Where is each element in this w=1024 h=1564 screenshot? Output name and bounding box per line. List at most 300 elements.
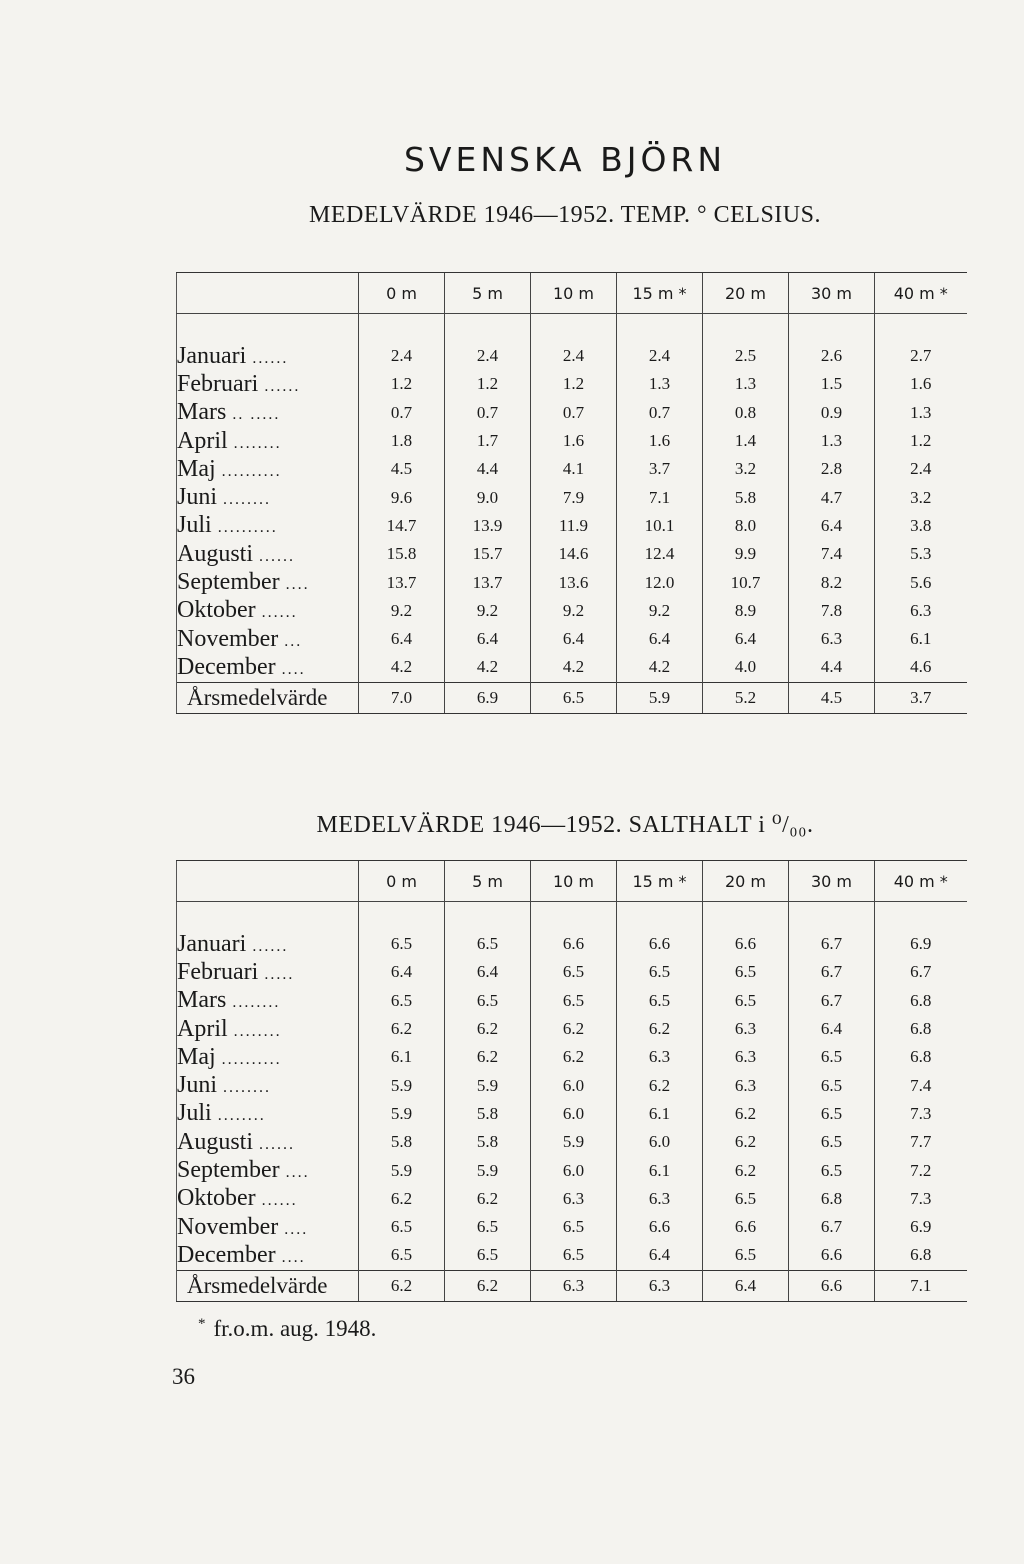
table-cell: 14.7 (359, 512, 445, 540)
table-cell: 6.2 (445, 1185, 531, 1213)
spacer-cell (875, 902, 967, 931)
column-header: 15 m * (617, 861, 703, 902)
month-name: Juli (177, 1100, 212, 1127)
row-label (177, 625, 359, 653)
month-name: Juli (177, 512, 212, 539)
table-cell: 7.3 (875, 1185, 967, 1213)
leader-dots: ........ (233, 1022, 282, 1040)
leader-dots: ...... (259, 547, 296, 565)
leader-dots: .... (285, 1164, 310, 1182)
table-cell: 13.7 (445, 568, 531, 596)
table-cell: 4.5 (359, 455, 445, 483)
month-name: Oktober (177, 1185, 256, 1212)
month-name: Juni (177, 1072, 218, 1099)
table-row (177, 597, 967, 625)
spacer-row (177, 314, 967, 343)
table-cell: 1.4 (703, 427, 789, 455)
table-cell: 6.4 (359, 625, 445, 653)
table-cell: 1.6 (875, 370, 967, 398)
table-cell: 2.4 (531, 342, 617, 370)
table-cell: 6.8 (875, 1015, 967, 1043)
spacer-cell (445, 314, 531, 343)
row-label (177, 540, 359, 568)
table-cell: 1.2 (531, 370, 617, 398)
table-row (177, 1156, 967, 1184)
column-header: 30 m (789, 861, 875, 902)
temperature-table-body (177, 314, 967, 714)
spacer-row (177, 902, 967, 931)
table-cell: 2.5 (703, 342, 789, 370)
table-cell: 5.8 (445, 1128, 531, 1156)
table-cell: 15.7 (445, 540, 531, 568)
table-cell: 6.5 (617, 958, 703, 986)
column-header: 20 m (703, 861, 789, 902)
row-label (177, 1071, 359, 1099)
annual-mean-row (177, 1270, 967, 1301)
table-cell: 6.2 (531, 1043, 617, 1071)
month-name: Januari (177, 342, 247, 369)
row-label (177, 399, 359, 427)
table-cell: 3.2 (703, 455, 789, 483)
row-label (177, 958, 359, 986)
table-cell: 13.6 (531, 568, 617, 596)
table-cell: 0.7 (359, 399, 445, 427)
temperature-table (176, 272, 967, 714)
row-label (177, 597, 359, 625)
table-cell: 6.2 (531, 1015, 617, 1043)
table-row (177, 483, 967, 511)
table-cell: 6.5 (445, 1213, 531, 1241)
table-cell: 5.9 (445, 1156, 531, 1184)
table-cell: 6.2 (703, 1128, 789, 1156)
table-cell: 1.2 (875, 427, 967, 455)
table-row (177, 1043, 967, 1071)
table-cell: 6.7 (875, 958, 967, 986)
table-cell: 9.2 (359, 597, 445, 625)
table-cell: 6.5 (703, 958, 789, 986)
table-cell: 4.1 (531, 455, 617, 483)
table-cell: 7.4 (875, 1071, 967, 1099)
table-cell: 9.2 (617, 597, 703, 625)
month-name: Maj (177, 1043, 216, 1070)
table-cell: 6.6 (789, 1241, 875, 1270)
column-header: 20 m (703, 273, 789, 314)
row-label (177, 1043, 359, 1071)
row-label (177, 483, 359, 511)
table-row (177, 1185, 967, 1213)
spacer-cell (445, 902, 531, 931)
leader-dots: .... (281, 1248, 306, 1266)
month-name: September (177, 569, 280, 596)
row-label (177, 342, 359, 370)
column-header: 10 m (531, 273, 617, 314)
spacer-cell (703, 314, 789, 343)
table-cell: 5.9 (531, 1128, 617, 1156)
leader-dots: .......... (217, 519, 278, 537)
table-cell: 6.3 (617, 1043, 703, 1071)
table-cell: 1.5 (789, 370, 875, 398)
leader-dots: .... (285, 576, 310, 594)
annual-mean-cell: 3.7 (875, 682, 967, 713)
column-header: 10 m (531, 861, 617, 902)
table-cell: 6.4 (359, 958, 445, 986)
annual-mean-cell: 6.2 (359, 1270, 445, 1301)
table-cell: 5.9 (359, 1156, 445, 1184)
table-cell: 6.8 (789, 1185, 875, 1213)
table-cell: 6.5 (531, 1213, 617, 1241)
table-cell: 3.2 (875, 483, 967, 511)
table-cell: 0.7 (617, 399, 703, 427)
annual-mean-cell: 6.6 (789, 1270, 875, 1301)
table-cell: 4.7 (789, 483, 875, 511)
table-cell: 1.2 (445, 370, 531, 398)
table-cell: 5.3 (875, 540, 967, 568)
table-cell: 6.3 (617, 1185, 703, 1213)
month-name: November (177, 625, 279, 652)
table-cell: 6.1 (617, 1100, 703, 1128)
table-cell: 6.5 (445, 930, 531, 958)
table-cell: 6.4 (789, 512, 875, 540)
table-row (177, 427, 967, 455)
row-label (177, 1185, 359, 1213)
table-cell: 6.4 (445, 958, 531, 986)
table-cell: 5.9 (445, 1071, 531, 1099)
leader-dots: ...... (264, 377, 301, 395)
table-cell: 6.5 (359, 1241, 445, 1270)
header-row (177, 861, 967, 902)
table-row (177, 1100, 967, 1128)
table-cell: 13.9 (445, 512, 531, 540)
table-cell: 6.1 (359, 1043, 445, 1071)
table-cell: 6.3 (703, 1015, 789, 1043)
table-cell: 1.7 (445, 427, 531, 455)
leader-dots: .......... (221, 462, 282, 480)
table-cell: 6.5 (617, 987, 703, 1015)
salinity-table-header (177, 861, 967, 902)
table-cell: 9.2 (531, 597, 617, 625)
table-cell: 6.5 (789, 1156, 875, 1184)
corner-cell (177, 273, 359, 314)
table-cell: 6.5 (445, 987, 531, 1015)
table-cell: 7.8 (789, 597, 875, 625)
annual-mean-label: Årsmedelvärde (177, 682, 359, 713)
table-cell: 3.7 (617, 455, 703, 483)
spacer-cell (789, 902, 875, 931)
table-cell: 6.5 (789, 1043, 875, 1071)
table-cell: 6.3 (875, 597, 967, 625)
table-cell: 6.5 (359, 930, 445, 958)
table-row (177, 568, 967, 596)
table-cell: 8.2 (789, 568, 875, 596)
salinity-subtitle: MEDELVÄRDE 1946—1952. SALTHALT i ⁰/₀₀. (316, 812, 814, 838)
table-cell: 6.5 (445, 1241, 531, 1270)
month-name: Mars (177, 399, 227, 426)
table-row (177, 1241, 967, 1270)
table-row (177, 625, 967, 653)
table-row (177, 399, 967, 427)
row-label (177, 568, 359, 596)
table-cell: 6.2 (703, 1156, 789, 1184)
leader-dots: ........ (233, 434, 282, 452)
column-header: 30 m (789, 273, 875, 314)
table-cell: 6.2 (359, 1185, 445, 1213)
table-cell: 6.8 (875, 1241, 967, 1270)
table-cell: 1.2 (359, 370, 445, 398)
table-cell: 1.8 (359, 427, 445, 455)
annual-mean-cell: 6.9 (445, 682, 531, 713)
table-row (177, 540, 967, 568)
temperature-subtitle: MEDELVÄRDE 1946—1952. TEMP. ° CELSIUS. (309, 202, 821, 228)
annual-mean-cell: 5.9 (617, 682, 703, 713)
table-cell: 4.2 (617, 653, 703, 682)
spacer-cell (875, 314, 967, 343)
table-cell: 7.7 (875, 1128, 967, 1156)
table-cell: 6.6 (531, 930, 617, 958)
month-name: Maj (177, 455, 216, 482)
table-cell: 2.4 (875, 455, 967, 483)
table-cell: 6.1 (617, 1156, 703, 1184)
leader-dots: .......... (221, 1050, 282, 1068)
row-label (177, 1100, 359, 1128)
table-cell: 6.3 (789, 625, 875, 653)
annual-mean-cell: 7.0 (359, 682, 445, 713)
table-cell: 6.5 (531, 958, 617, 986)
table-cell: 6.6 (703, 930, 789, 958)
table-cell: 6.5 (703, 987, 789, 1015)
table-cell: 6.1 (875, 625, 967, 653)
row-label (177, 427, 359, 455)
table-cell: 6.2 (445, 1043, 531, 1071)
table-cell: 5.8 (445, 1100, 531, 1128)
table-cell: 6.2 (359, 1015, 445, 1043)
table-cell: 14.6 (531, 540, 617, 568)
table-row (177, 1071, 967, 1099)
salinity-table (176, 860, 967, 1302)
table-cell: 6.6 (617, 930, 703, 958)
table-cell: 13.7 (359, 568, 445, 596)
table-cell: 2.8 (789, 455, 875, 483)
table-cell: 3.8 (875, 512, 967, 540)
table-cell: 1.3 (875, 399, 967, 427)
table-cell: 6.4 (703, 625, 789, 653)
table-row (177, 370, 967, 398)
table-cell: 1.6 (531, 427, 617, 455)
annual-mean-cell: 6.4 (703, 1270, 789, 1301)
spacer-cell (617, 902, 703, 931)
table-cell: 12.0 (617, 568, 703, 596)
column-header: 5 m (445, 861, 531, 902)
table-cell: 8.0 (703, 512, 789, 540)
leader-dots: ........ (223, 1079, 272, 1097)
column-header: 0 m (359, 273, 445, 314)
table-row (177, 653, 967, 682)
table-cell: 10.1 (617, 512, 703, 540)
spacer-cell (177, 902, 359, 931)
page-number: 36 (172, 1364, 195, 1389)
footnote-text: fr.o.m. aug. 1948. (213, 1316, 377, 1341)
annual-mean-cell: 4.5 (789, 682, 875, 713)
table-cell: 6.4 (617, 1241, 703, 1270)
spacer-cell (359, 902, 445, 931)
table-cell: 6.5 (789, 1128, 875, 1156)
table-cell: 6.8 (875, 1043, 967, 1071)
table-cell: 5.8 (359, 1128, 445, 1156)
table-cell: 6.7 (789, 987, 875, 1015)
table-cell: 5.8 (703, 483, 789, 511)
spacer-cell (617, 314, 703, 343)
row-label (177, 1241, 359, 1270)
table-cell: 6.5 (531, 1241, 617, 1270)
table-row (177, 1128, 967, 1156)
spacer-cell (703, 902, 789, 931)
table-cell: 1.3 (617, 370, 703, 398)
table-cell: 6.2 (617, 1015, 703, 1043)
month-name: Oktober (177, 597, 256, 624)
leader-dots: ...... (259, 1135, 296, 1153)
table-cell: 6.3 (531, 1185, 617, 1213)
table-cell: 6.0 (531, 1156, 617, 1184)
row-label (177, 987, 359, 1015)
table-cell: 6.3 (703, 1071, 789, 1099)
leader-dots: ...... (261, 1192, 298, 1210)
leader-dots: .... (281, 660, 306, 678)
row-label (177, 1156, 359, 1184)
table-cell: 2.4 (617, 342, 703, 370)
table-cell: 4.2 (445, 653, 531, 682)
table-cell: 7.2 (875, 1156, 967, 1184)
leader-dots: ..... (264, 965, 295, 983)
table-cell: 6.2 (617, 1071, 703, 1099)
table-row (177, 987, 967, 1015)
table-row (177, 1015, 967, 1043)
table-cell: 2.6 (789, 342, 875, 370)
table-cell: 6.2 (703, 1100, 789, 1128)
table-row (177, 455, 967, 483)
table-cell: 6.5 (703, 1185, 789, 1213)
column-header: 5 m (445, 273, 531, 314)
page-title: SVENSKA BJÖRN (403, 140, 727, 179)
table-cell: 6.7 (789, 1213, 875, 1241)
table-cell: 1.6 (617, 427, 703, 455)
table-cell: 0.8 (703, 399, 789, 427)
table-cell: 9.2 (445, 597, 531, 625)
column-header: 40 m * (875, 861, 967, 902)
spacer-cell (359, 314, 445, 343)
table-cell: 6.4 (445, 625, 531, 653)
month-name: September (177, 1157, 280, 1184)
annual-mean-cell: 7.1 (875, 1270, 967, 1301)
table-cell: 6.9 (875, 930, 967, 958)
month-name: December (177, 653, 276, 680)
leader-dots: ...... (261, 604, 298, 622)
table-cell: 6.5 (359, 1213, 445, 1241)
table-cell: 4.0 (703, 653, 789, 682)
footnote (198, 1316, 376, 1342)
table-cell: 5.6 (875, 568, 967, 596)
table-row (177, 1213, 967, 1241)
table-cell: 0.7 (445, 399, 531, 427)
leader-dots: ...... (252, 937, 289, 955)
column-header: 40 m * (875, 273, 967, 314)
table-cell: 7.3 (875, 1100, 967, 1128)
month-name: Mars (177, 987, 227, 1014)
table-cell: 9.6 (359, 483, 445, 511)
table-cell: 6.5 (789, 1071, 875, 1099)
leader-dots: ........ (217, 1107, 266, 1125)
table-cell: 6.4 (531, 625, 617, 653)
salinity-table-body (177, 902, 967, 1302)
month-name: Januari (177, 930, 247, 957)
annual-mean-row (177, 682, 967, 713)
row-label (177, 930, 359, 958)
table-row (177, 958, 967, 986)
corner-cell (177, 861, 359, 902)
month-name: April (177, 427, 228, 454)
table-cell: 0.9 (789, 399, 875, 427)
month-name: December (177, 1241, 276, 1268)
table-cell: 4.2 (531, 653, 617, 682)
annual-mean-cell: 6.3 (617, 1270, 703, 1301)
table-cell: 4.6 (875, 653, 967, 682)
month-name: Februari (177, 370, 259, 397)
table-cell: 6.7 (789, 930, 875, 958)
column-header: 15 m * (617, 273, 703, 314)
table-cell: 9.9 (703, 540, 789, 568)
leader-dots: ...... (252, 349, 289, 367)
month-name: Juni (177, 484, 218, 511)
spacer-cell (789, 314, 875, 343)
table-cell: 10.7 (703, 568, 789, 596)
table-cell: 5.9 (359, 1100, 445, 1128)
table-cell: 6.4 (789, 1015, 875, 1043)
table-cell: 9.0 (445, 483, 531, 511)
month-name: Augusti (177, 1128, 254, 1155)
row-label (177, 1015, 359, 1043)
table-cell: 8.9 (703, 597, 789, 625)
leader-dots: .. ..... (232, 406, 281, 424)
column-header: 0 m (359, 861, 445, 902)
table-cell: 6.2 (445, 1015, 531, 1043)
row-label (177, 370, 359, 398)
table-cell: 11.9 (531, 512, 617, 540)
table-cell: 12.4 (617, 540, 703, 568)
table-row (177, 342, 967, 370)
table-cell: 2.7 (875, 342, 967, 370)
table-cell: 6.3 (703, 1043, 789, 1071)
table-cell: 7.9 (531, 483, 617, 511)
annual-mean-cell: 6.3 (531, 1270, 617, 1301)
row-label (177, 455, 359, 483)
table-cell: 6.5 (703, 1241, 789, 1270)
table-cell: 6.7 (789, 958, 875, 986)
annual-mean-cell: 5.2 (703, 682, 789, 713)
table-cell: 6.5 (359, 987, 445, 1015)
row-label (177, 1213, 359, 1241)
table-cell: 4.4 (789, 653, 875, 682)
annual-mean-cell: 6.2 (445, 1270, 531, 1301)
table-cell: 6.4 (617, 625, 703, 653)
table-cell: 15.8 (359, 540, 445, 568)
spacer-cell (531, 902, 617, 931)
table-cell: 1.3 (789, 427, 875, 455)
spacer-cell (177, 314, 359, 343)
leader-dots: ........ (223, 491, 272, 509)
table-row (177, 512, 967, 540)
table-cell: 2.4 (359, 342, 445, 370)
annual-mean-cell: 6.5 (531, 682, 617, 713)
table-cell: 4.2 (359, 653, 445, 682)
table-cell: 5.9 (359, 1071, 445, 1099)
